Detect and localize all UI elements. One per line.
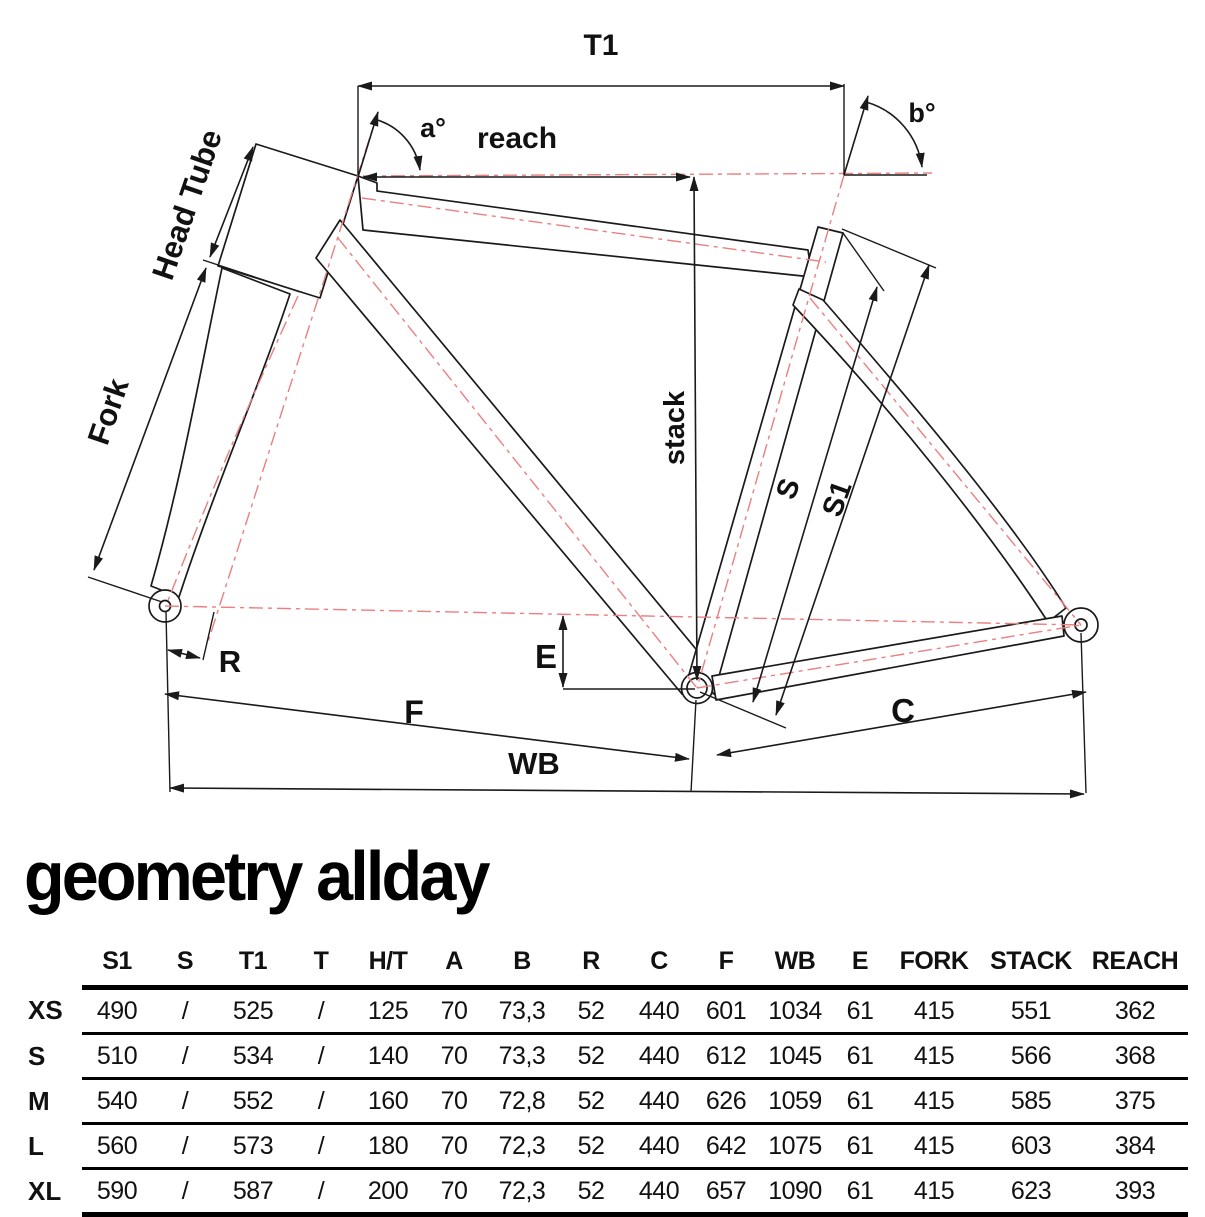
value-cell: 626 (694, 1079, 758, 1124)
value-cell: 1059 (758, 1079, 832, 1124)
page-title: geometry allday (24, 837, 488, 915)
label-t1: T1 (583, 29, 619, 62)
value-cell: 72,8 (486, 1079, 558, 1124)
value-cell: 72,3 (486, 1124, 558, 1169)
value-cell: 415 (888, 988, 980, 1034)
value-cell: 73,3 (486, 1034, 558, 1079)
r-dimension (168, 650, 200, 658)
geometry-table-header (16, 932, 1188, 988)
size-label: S (28, 1040, 46, 1071)
seat-stay-shape (793, 289, 1066, 622)
column-header: T (288, 932, 354, 988)
value-cell: 415 (888, 1169, 980, 1216)
value-cell: 551 (980, 988, 1082, 1034)
fork-shape (151, 268, 290, 597)
label-r: R (218, 644, 242, 679)
value-cell: 61 (832, 1124, 888, 1169)
fork-bottom-tick (88, 577, 162, 602)
value-cell: 440 (624, 1079, 694, 1124)
geometry-table-body (16, 988, 1188, 1216)
label-a-angle: a° (420, 113, 446, 143)
value-cell: 1090 (758, 1169, 832, 1216)
top-tube-shape (358, 176, 812, 277)
steer-axis-extension (203, 612, 214, 660)
value-cell: 73,3 (486, 988, 558, 1034)
value-cell: / (152, 1079, 218, 1124)
down-tube-centerline (338, 238, 697, 688)
value-cell: 540 (82, 1079, 152, 1124)
value-cell: 70 (422, 1124, 486, 1169)
s-top-tick (843, 233, 884, 291)
value-cell: 375 (1082, 1079, 1188, 1124)
seat-tube-shape (688, 227, 843, 694)
value-cell: 70 (422, 1079, 486, 1124)
label-s: S (770, 474, 807, 504)
value-cell: 534 (218, 1034, 288, 1079)
value-cell: 70 (422, 1169, 486, 1216)
size-label: XS (28, 995, 63, 1025)
bike-frame-outline (149, 144, 1098, 704)
value-cell: 52 (558, 1034, 624, 1079)
value-cell: / (152, 1124, 218, 1169)
value-cell: 61 (832, 1079, 888, 1124)
label-fork: Fork (80, 374, 136, 450)
value-cell: / (152, 1169, 218, 1216)
value-cell: 623 (980, 1169, 1082, 1216)
label-b-angle: b° (908, 98, 936, 128)
value-cell: 573 (218, 1124, 288, 1169)
value-cell: 585 (980, 1079, 1082, 1124)
value-cell: 384 (1082, 1124, 1188, 1169)
size-label: L (28, 1130, 44, 1161)
label-reach: reach (476, 122, 558, 155)
header-row (16, 932, 1188, 988)
value-cell: 1075 (758, 1124, 832, 1169)
value-cell: 61 (832, 1169, 888, 1216)
value-cell: 440 (624, 988, 694, 1034)
value-cell: 552 (218, 1079, 288, 1124)
value-cell: / (152, 988, 218, 1034)
column-header: STACK (980, 932, 1082, 988)
label-stack: stack (659, 390, 691, 466)
value-cell: 52 (558, 1124, 624, 1169)
value-cell: 642 (694, 1124, 758, 1169)
value-cell: 200 (354, 1169, 422, 1216)
column-header: H/T (354, 932, 422, 988)
wb-dimension (170, 788, 1084, 794)
value-cell: 415 (888, 1034, 980, 1079)
value-cell: 1034 (758, 988, 832, 1034)
column-header: R (558, 932, 624, 988)
value-cell: 61 (832, 988, 888, 1034)
f-dimension (165, 694, 689, 759)
value-cell: 52 (558, 1169, 624, 1216)
value-cell: 440 (624, 1169, 694, 1216)
label-f: F (404, 694, 424, 730)
value-cell: / (288, 1079, 354, 1124)
rear-axle-extension (1081, 633, 1086, 793)
value-cell: / (152, 1034, 218, 1079)
size-row (16, 1034, 1188, 1079)
value-cell: 70 (422, 1034, 486, 1079)
label-e: E (534, 638, 558, 675)
size-row (16, 1169, 1188, 1216)
column-header: F (694, 932, 758, 988)
b-angle-ray (844, 96, 868, 175)
size-row (16, 988, 1188, 1034)
bb-extension (691, 700, 696, 792)
value-cell: / (288, 988, 354, 1034)
value-cell: 415 (888, 1124, 980, 1169)
value-cell: 415 (888, 1079, 980, 1124)
value-cell: 612 (694, 1034, 758, 1079)
value-cell: 601 (694, 988, 758, 1034)
value-cell: 1045 (758, 1034, 832, 1079)
label-wb: WB (508, 746, 560, 781)
value-cell: / (288, 1124, 354, 1169)
column-header: A (422, 932, 486, 988)
geometry-table (16, 932, 1188, 1217)
value-cell: 140 (354, 1034, 422, 1079)
value-cell: 440 (624, 1124, 694, 1169)
value-cell: 362 (1082, 988, 1188, 1034)
column-header: C (624, 932, 694, 988)
size-row (16, 1079, 1188, 1124)
value-cell: 125 (354, 988, 422, 1034)
column-header: S (152, 932, 218, 988)
a-angle-ray (358, 112, 378, 177)
value-cell: 603 (980, 1124, 1082, 1169)
s-dimension (753, 287, 877, 702)
size-label: M (28, 1085, 50, 1116)
value-cell: 657 (694, 1169, 758, 1216)
a-angle-arc (374, 119, 420, 170)
size-row (16, 1124, 1188, 1169)
value-cell: 160 (354, 1079, 422, 1124)
value-cell: 525 (218, 988, 288, 1034)
value-cell: / (288, 1034, 354, 1079)
value-cell: 587 (218, 1169, 288, 1216)
value-cell: 52 (558, 988, 624, 1034)
corner-cell (16, 932, 82, 988)
front-axle-extension (166, 612, 170, 792)
s-bottom-tick (700, 692, 786, 728)
chain-stay-shape (712, 616, 1064, 700)
column-header: T1 (218, 932, 288, 988)
value-cell: 52 (558, 1079, 624, 1124)
value-cell: 368 (1082, 1034, 1188, 1079)
s1-top-tick (842, 229, 936, 268)
value-cell: 560 (82, 1124, 152, 1169)
value-cell: 61 (832, 1034, 888, 1079)
value-cell: 180 (354, 1124, 422, 1169)
label-head-tube: Head Tube (145, 125, 230, 285)
value-cell: 490 (82, 988, 152, 1034)
value-cell: 510 (82, 1034, 152, 1079)
label-s1: S1 (816, 476, 859, 522)
label-c: C (891, 692, 915, 729)
column-header: REACH (1082, 932, 1188, 988)
value-cell: / (288, 1169, 354, 1216)
value-cell: 590 (82, 1169, 152, 1216)
column-header: E (832, 932, 888, 988)
value-cell: 440 (624, 1034, 694, 1079)
value-cell: 393 (1082, 1169, 1188, 1216)
column-header: B (486, 932, 558, 988)
value-cell: 566 (980, 1034, 1082, 1079)
size-label: XL (28, 1176, 62, 1207)
value-cell: 70 (422, 988, 486, 1034)
column-header: FORK (888, 932, 980, 988)
column-header: WB (758, 932, 832, 988)
value-cell: 72,3 (486, 1169, 558, 1216)
column-header: S1 (82, 932, 152, 988)
